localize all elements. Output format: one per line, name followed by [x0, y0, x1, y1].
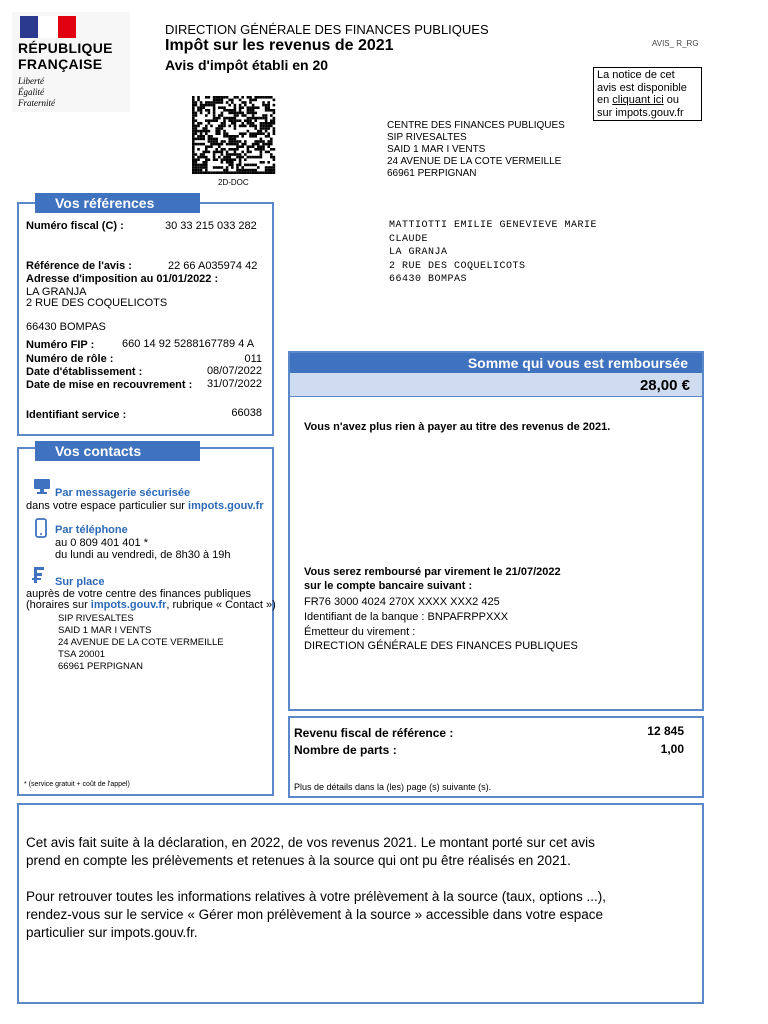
numero-fiscal-value: 30 33 215 033 282	[165, 220, 257, 232]
etablissement-label: Date d'établissement :	[26, 366, 143, 378]
telephone-title[interactable]: Par téléphone	[55, 524, 128, 536]
contact-address	[58, 613, 224, 673]
role-value: 011	[244, 353, 262, 365]
adresse-line3: 66430 BOMPAS	[26, 321, 106, 333]
logo-line1: RÉPUBLIQUE	[18, 40, 113, 56]
recipient-line4: 2 RUE DES COQUELICOTS	[389, 260, 526, 272]
info-p1-line1: Cet avis fait suite à la déclaration, en 2022, de vos revenus 2021. Le montant porté sur cet avis	[26, 835, 595, 850]
centre-line1: CENTRE DES FINANCES PUBLIQUES	[387, 120, 565, 131]
etablissement-value: 08/07/2022	[206, 365, 262, 377]
numero-fiscal-label: Numéro fiscal (C) :	[26, 220, 124, 232]
logo-motto1: Liberté	[18, 76, 44, 86]
messagerie-link[interactable]: impots.gouv.fr	[188, 500, 264, 512]
refund-title-text: Somme qui vous est remboursée	[467, 355, 688, 371]
rfr-value: 12 845	[647, 724, 684, 738]
recipient-line2: CLAUDE	[389, 233, 429, 245]
info-p2-line3: particulier sur impots.gouv.fr.	[26, 925, 198, 940]
notice-box	[593, 67, 702, 121]
recipient-line5: 66430 BOMPAS	[389, 274, 468, 285]
notice-line3a: en	[597, 94, 613, 106]
contacts-title: Vos contacts	[35, 441, 200, 461]
fip-label: Numéro FIP :	[26, 339, 95, 351]
rfr-label: Revenu fiscal de référence :	[294, 726, 454, 740]
messagerie-title[interactable]: Par messagerie sécurisée	[55, 487, 191, 499]
refund-line1: Vous serez remboursé par virement le 21/07/2022	[304, 566, 561, 578]
logo-motto3: Fraternité	[18, 98, 55, 108]
logo-line2: FRANÇAISE	[18, 56, 103, 72]
revenue-more: Plus de détails dans la (les) page (s) suivante (s).	[294, 782, 492, 792]
centre-line2: SIP RIVESALTES	[387, 132, 467, 143]
adresse-label: Adresse d'imposition au 01/01/2022 :	[26, 273, 219, 285]
contact-addr2: SAID 1 MAR I VENTS	[58, 625, 152, 636]
qr-label: 2D-DOC	[218, 178, 249, 187]
refund-amount: 28,00 €	[639, 377, 690, 394]
recouvrement-label: Date de mise en recouvrement :	[26, 379, 193, 391]
notice-link[interactable]: cliquant ici	[612, 94, 664, 106]
parts-label: Nombre de parts :	[294, 743, 397, 757]
sur-place-line1: auprès de votre centre des finances publiques	[26, 588, 252, 600]
phone-icon	[35, 518, 47, 538]
messagerie-text	[26, 500, 264, 512]
adresse-line1: LA GRANJA	[26, 286, 87, 298]
info-p1-line2: prend en compte les prélèvements et retenues à la source qui ont pu être réalisés en 2021.	[26, 853, 571, 868]
refund-emitter-label: Émetteur du virement :	[304, 626, 416, 638]
contact-addr3: 24 AVENUE DE LA COTE VERMEILLE	[58, 637, 224, 648]
sur-place-line2a: (horaires sur	[26, 599, 91, 611]
centre-line3: SAID 1 MAR I VENTS	[387, 144, 486, 155]
republique-logo	[12, 12, 130, 112]
sur-place-title[interactable]: Sur place	[55, 576, 105, 588]
finances-place-icon	[30, 566, 46, 584]
header-direction: DIRECTION GÉNÉRALE DES FINANCES PUBLIQUES	[165, 22, 489, 37]
centre-address	[387, 120, 565, 180]
contact-addr1: SIP RIVESALTES	[58, 613, 134, 624]
centre-line4: 24 AVENUE DE LA COTE VERMEILLE	[387, 156, 562, 167]
recouvrement-value: 31/07/2022	[206, 378, 262, 390]
contact-addr4: TSA 20001	[58, 649, 106, 660]
refund-iban: FR76 3000 4024 270X XXXX XXX2 425	[304, 596, 500, 608]
refund-box	[288, 351, 704, 711]
references-box	[17, 202, 274, 436]
messagerie-desc: dans votre espace particulier sur	[26, 500, 189, 512]
notice-line1: La notice de cet	[597, 69, 675, 81]
service-value: 66038	[231, 407, 262, 419]
adresse-line2: 2 RUE DES COQUELICOTS	[26, 297, 168, 309]
marianne-flag	[20, 16, 76, 38]
refund-bic: Identifiant de la banque : BNPAFRPPXXX	[304, 611, 509, 623]
centre-line5: 66961 PERPIGNAN	[387, 168, 477, 179]
contacts-footnote: * (service gratuit + coût de l'appel)	[24, 781, 130, 788]
notice-line3c: ou	[663, 94, 679, 106]
ref-avis-label: Référence de l'avis :	[26, 260, 132, 272]
header-subtitle: Avis d'impôt établi en 20	[165, 57, 329, 73]
recipient-line1: MATTIOTTI EMILIE GENEVIEVE MARIE	[389, 220, 598, 231]
parts-value: 1,00	[660, 742, 684, 756]
contact-addr5: 66961 PERPIGNAN	[58, 661, 144, 672]
sur-place-link[interactable]: impots.gouv.fr	[90, 599, 167, 611]
sur-place-line2	[26, 599, 276, 611]
role-label: Numéro de rôle :	[26, 353, 114, 365]
info-text	[26, 834, 606, 942]
recipient-line3: LA GRANJA	[389, 247, 448, 258]
info-p2-line2: rendez-vous sur le service « Gérer mon prélèvement à la source » accessible dans votre espace	[26, 907, 604, 922]
nothing-to-pay: Vous n'avez plus rien à payer au titre des revenus de 2021.	[304, 421, 611, 433]
ref-avis-value: 22 66 A035974 42	[168, 260, 258, 272]
fip-value: 660 14 92 5288167789 4 A	[122, 338, 255, 350]
notice-line4: sur impots.gouv.fr	[597, 106, 684, 119]
sur-place-line2c: , rubrique « Contact »)	[166, 599, 276, 611]
refund-title	[290, 353, 702, 373]
logo-motto2: Égalité	[18, 87, 44, 97]
header-title: Impôt sur les revenus de 2021	[165, 37, 394, 54]
document-code: AVIS_ R_RG	[652, 39, 699, 48]
references-title: Vos références	[35, 193, 200, 213]
telephone-number[interactable]: au 0 809 401 401 *	[55, 537, 148, 549]
datamatrix-code	[192, 96, 277, 174]
telephone-hours: du lundi au vendredi, de 8h30 à 19h	[55, 549, 231, 561]
info-p2-line1: Pour retrouver toutes les informations relatives à votre prélèvement à la source (taux, options ...),	[26, 889, 607, 904]
refund-line2: sur le compte bancaire suivant :	[304, 580, 473, 592]
computer-icon	[33, 478, 51, 494]
refund-emitter: DIRECTION GÉNÉRALE DES FINANCES PUBLIQUES	[304, 640, 578, 652]
recipient-address	[389, 219, 597, 287]
notice-line2: avis est disponible	[597, 81, 687, 94]
service-label: Identifiant service :	[26, 409, 127, 421]
